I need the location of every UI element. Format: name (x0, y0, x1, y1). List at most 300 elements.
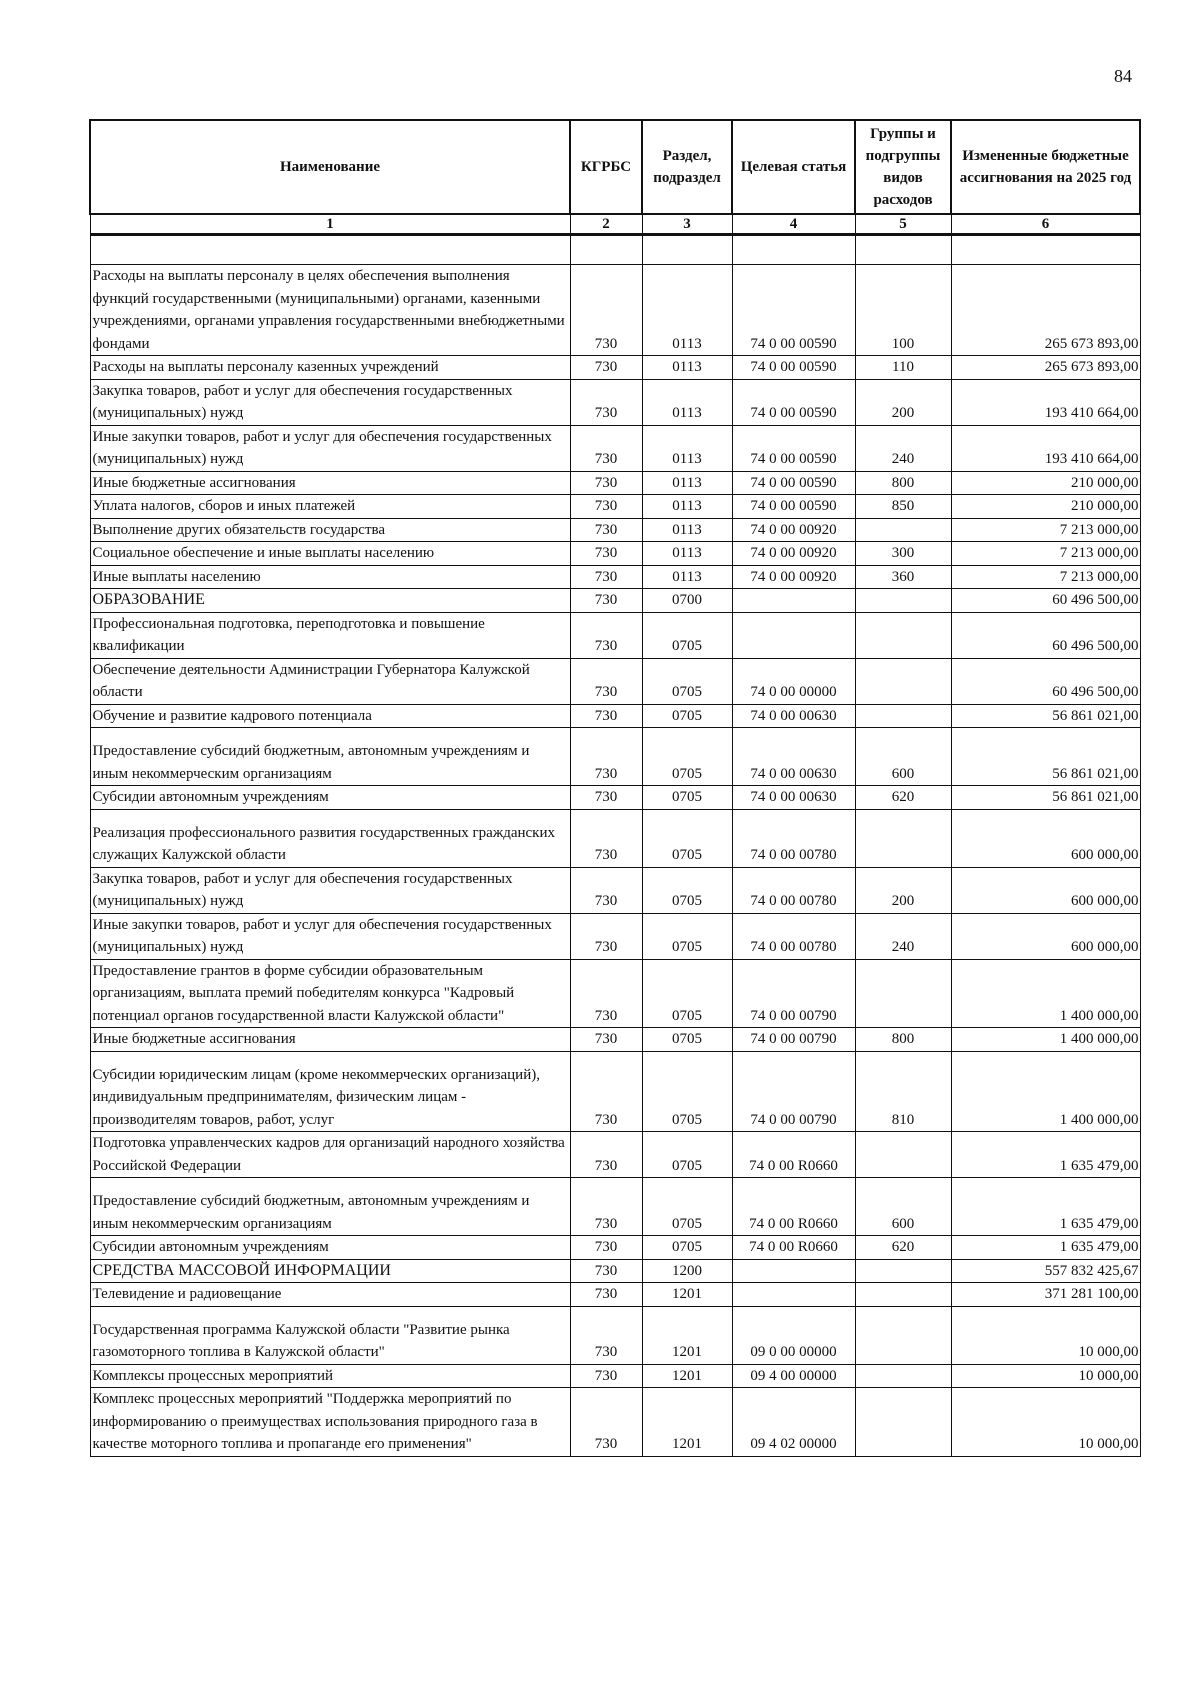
cell-kgrbs (570, 495, 642, 519)
cell-amount-text: 193 410 664,00 (1044, 451, 1139, 467)
cell-group (855, 1132, 951, 1178)
cell-name (90, 235, 570, 265)
cell-kgrbs-text: 730 (594, 1215, 618, 1232)
cell-amount (951, 1364, 1140, 1388)
cell-name-text: Субсидии автономным учреждениям (92, 789, 329, 805)
cell-target (732, 959, 855, 1028)
cell-name-text: Субсидии автономным учреждениям (92, 1239, 329, 1255)
cell-amount (951, 913, 1140, 959)
table-row (90, 809, 1140, 867)
cell-amount-text: 371 281 100,00 (1044, 1286, 1139, 1302)
cell-group (855, 471, 951, 495)
cell-name (90, 265, 570, 356)
cell-group (855, 658, 951, 704)
cell-name (90, 704, 570, 728)
cell-group (855, 612, 951, 658)
cell-name (90, 565, 570, 589)
cell-name (90, 542, 570, 566)
cell-target (732, 589, 855, 613)
cell-kgrbs-text: 730 (594, 451, 618, 467)
cell-name-text: Обеспечение деятельности Администрации Губернатора Калужской области (92, 661, 530, 700)
cell-section-text: 0705 (672, 939, 702, 955)
cell-name (90, 589, 570, 613)
cell-name-text: Предоставление субсидий бюджетным, автономным учреждениям и иным некоммерческим организациям (92, 1193, 530, 1232)
cell-name-text: Предоставление грантов в форме субсидии образовательным организациям, выплата премий победителям конкурса "Кадровый потенциал органов государственной власти Калужской области" (92, 962, 515, 1024)
cell-amount-text: 10 000,00 (1078, 1367, 1139, 1384)
column-number-row (90, 214, 1140, 235)
cell-target-text: 09 4 00 00000 (750, 1367, 837, 1384)
table-row (90, 867, 1140, 913)
cell-group (855, 235, 951, 265)
cell-kgrbs (570, 356, 642, 380)
cell-kgrbs-text: 730 (594, 1262, 618, 1279)
cell-name (90, 1178, 570, 1236)
table-row (90, 235, 1140, 265)
cell-section (642, 495, 732, 519)
table-row (90, 379, 1140, 425)
cell-section (642, 1283, 732, 1307)
table-row (90, 786, 1140, 810)
cell-target (732, 471, 855, 495)
cell-name (90, 471, 570, 495)
cell-kgrbs (570, 658, 642, 704)
cell-group-text: 600 (891, 765, 915, 782)
cell-kgrbs (570, 471, 642, 495)
header-amount: Измененные бюджетные ассигнования на 2025 год (951, 120, 1140, 214)
cell-target-text: 74 0 00 00630 (750, 707, 837, 724)
cell-target-text: 74 0 00 00590 (750, 451, 837, 467)
cell-target (732, 379, 855, 425)
cell-amount-text: 600 000,00 (1071, 939, 1139, 955)
cell-kgrbs (570, 1364, 642, 1388)
cell-amount-text: 600 000,00 (1071, 893, 1139, 909)
cell-section (642, 1259, 732, 1283)
cell-name-text: Расходы на выплаты персоналу в целях обеспечения выполнения функций государственными (муниципальными) органами, казенными учреждениями, органами управления государственными внебюджетными фондами (92, 268, 565, 352)
cell-target (732, 809, 855, 867)
cell-name-text: Иные бюджетные ассигнования (92, 474, 296, 491)
cell-target (732, 235, 855, 265)
cell-section-text: 0113 (672, 521, 702, 538)
cell-target (732, 265, 855, 356)
cell-target (732, 1051, 855, 1132)
cell-name (90, 809, 570, 867)
cell-target-text: 74 0 00 00920 (750, 545, 837, 561)
cell-group-text: 360 (891, 568, 915, 585)
table-row (90, 1178, 1140, 1236)
cell-kgrbs-text: 730 (594, 1111, 618, 1128)
cell-name (90, 867, 570, 913)
cell-kgrbs-text: 730 (594, 521, 618, 538)
cell-section-text: 1201 (672, 1436, 702, 1452)
cell-amount (951, 356, 1140, 380)
cell-target-text: 74 0 00 00780 (750, 847, 837, 863)
cell-group-text: 620 (891, 1239, 915, 1255)
cell-kgrbs-text: 730 (594, 592, 618, 608)
cell-kgrbs-text: 730 (594, 1239, 618, 1255)
column-number: 6 (951, 214, 1140, 235)
cell-amount (951, 809, 1140, 867)
cell-name-text: Государственная программа Калужской области "Развитие рынка газомоторного топлива в Калужской области" (92, 1321, 510, 1360)
cell-amount (951, 612, 1140, 658)
cell-kgrbs (570, 786, 642, 810)
table-row (90, 1283, 1140, 1307)
column-number: 1 (90, 214, 570, 235)
cell-target-text: 74 0 00 00590 (750, 498, 837, 514)
cell-target (732, 728, 855, 786)
cell-group (855, 959, 951, 1028)
cell-target-text: 74 0 00 R0660 (749, 1157, 838, 1174)
cell-amount (951, 1028, 1140, 1052)
cell-kgrbs (570, 235, 642, 265)
cell-section-text: 0705 (672, 684, 702, 700)
table-row (90, 471, 1140, 495)
cell-amount-text: 1 635 479,00 (1059, 1239, 1139, 1255)
cell-name-text: Иные выплаты населению (92, 568, 261, 585)
cell-section (642, 1132, 732, 1178)
column-number: 3 (642, 214, 732, 235)
cell-target-text: 74 0 00 00920 (750, 521, 837, 538)
cell-kgrbs (570, 425, 642, 471)
cell-amount (951, 1236, 1140, 1260)
cell-target (732, 913, 855, 959)
cell-amount-text: 56 861 021,00 (1052, 707, 1139, 724)
cell-target-text: 09 4 02 00000 (750, 1436, 837, 1452)
cell-section (642, 542, 732, 566)
cell-amount (951, 565, 1140, 589)
cell-section (642, 1388, 732, 1457)
cell-section (642, 589, 732, 613)
cell-group-text: 810 (891, 1111, 915, 1128)
cell-section-text: 0705 (672, 765, 702, 782)
cell-target (732, 518, 855, 542)
cell-kgrbs-text: 730 (594, 707, 618, 724)
cell-target-text: 74 0 00 00780 (750, 893, 837, 909)
cell-amount (951, 1051, 1140, 1132)
cell-name (90, 1259, 570, 1283)
cell-group-text: 300 (891, 545, 915, 561)
cell-kgrbs (570, 913, 642, 959)
cell-amount (951, 379, 1140, 425)
cell-section-text: 0705 (672, 1215, 702, 1232)
cell-amount (951, 867, 1140, 913)
table-header-row (90, 120, 1140, 214)
cell-target-text: 74 0 00 00920 (750, 568, 837, 585)
cell-name (90, 495, 570, 519)
cell-section (642, 809, 732, 867)
cell-section (642, 612, 732, 658)
cell-group (855, 1388, 951, 1457)
cell-name (90, 425, 570, 471)
column-number: 2 (570, 214, 642, 235)
cell-name (90, 1283, 570, 1307)
table-row (90, 1259, 1140, 1283)
cell-group (855, 1259, 951, 1283)
cell-amount-text: 56 861 021,00 (1052, 789, 1139, 805)
cell-kgrbs (570, 1236, 642, 1260)
cell-target (732, 1259, 855, 1283)
cell-target (732, 704, 855, 728)
cell-amount (951, 542, 1140, 566)
cell-group (855, 704, 951, 728)
table-row (90, 495, 1140, 519)
cell-amount-text: 7 213 000,00 (1059, 545, 1139, 561)
cell-group (855, 1283, 951, 1307)
header-target: Целевая статья (732, 120, 855, 214)
cell-section (642, 913, 732, 959)
cell-section (642, 867, 732, 913)
cell-amount-text: 56 861 021,00 (1052, 765, 1139, 782)
cell-section-text: 0113 (672, 451, 702, 467)
cell-target (732, 1132, 855, 1178)
cell-kgrbs-text: 730 (594, 1344, 618, 1360)
cell-section (642, 658, 732, 704)
cell-target (732, 867, 855, 913)
cell-target-text: 74 0 00 00000 (750, 684, 837, 700)
cell-group (855, 495, 951, 519)
cell-kgrbs (570, 867, 642, 913)
cell-target-text: 74 0 00 00630 (750, 765, 837, 782)
cell-amount (951, 1283, 1140, 1307)
cell-target (732, 658, 855, 704)
cell-name-text: Расходы на выплаты персоналу казенных учреждений (92, 359, 439, 375)
cell-name-text: Обучение и развитие кадрового потенциала (92, 707, 372, 724)
cell-group (855, 425, 951, 471)
cell-amount (951, 786, 1140, 810)
cell-kgrbs-text: 730 (594, 568, 618, 585)
cell-group (855, 518, 951, 542)
table-row (90, 542, 1140, 566)
cell-amount (951, 589, 1140, 613)
cell-target-text: 74 0 00 00590 (750, 474, 837, 491)
cell-section (642, 565, 732, 589)
cell-name-text: Иные бюджетные ассигнования (92, 1031, 296, 1047)
cell-amount-text: 1 635 479,00 (1059, 1215, 1139, 1232)
cell-target (732, 356, 855, 380)
cell-section-text: 0113 (672, 498, 702, 514)
table-row (90, 1364, 1140, 1388)
cell-kgrbs-text: 730 (594, 939, 618, 955)
cell-group (855, 1028, 951, 1052)
cell-target (732, 1236, 855, 1260)
cell-section-text: 0705 (672, 1007, 702, 1024)
header-groups: Группы и подгруппы видов расходов (855, 120, 951, 214)
cell-kgrbs-text: 730 (594, 847, 618, 863)
cell-section (642, 1028, 732, 1052)
cell-section (642, 1306, 732, 1364)
cell-target-text: 74 0 00 00590 (750, 405, 837, 421)
table-row (90, 704, 1140, 728)
cell-amount-text: 265 673 893,00 (1044, 359, 1139, 375)
cell-kgrbs (570, 1259, 642, 1283)
cell-name-text: СРЕДСТВА МАССОВОЙ ИНФОРМАЦИИ (92, 1261, 391, 1279)
cell-name-text: Выполнение других обязательств государства (92, 521, 386, 538)
cell-section (642, 518, 732, 542)
cell-target (732, 1028, 855, 1052)
cell-target (732, 565, 855, 589)
cell-amount-text: 557 832 425,67 (1044, 1262, 1139, 1279)
cell-amount-text: 60 496 500,00 (1052, 592, 1139, 608)
cell-target (732, 542, 855, 566)
cell-kgrbs (570, 1306, 642, 1364)
cell-name (90, 518, 570, 542)
cell-kgrbs-text: 730 (594, 1367, 618, 1384)
cell-group (855, 867, 951, 913)
cell-amount-text: 1 400 000,00 (1059, 1007, 1139, 1024)
cell-name-text: Предоставление субсидий бюджетным, автономным учреждениям и иным некоммерческим организациям (92, 743, 530, 782)
cell-amount (951, 235, 1140, 265)
table-row (90, 356, 1140, 380)
cell-kgrbs (570, 809, 642, 867)
cell-section-text: 0113 (672, 545, 702, 561)
cell-kgrbs (570, 265, 642, 356)
cell-kgrbs-text: 730 (594, 498, 618, 514)
cell-kgrbs-text: 730 (594, 789, 618, 805)
cell-amount (951, 471, 1140, 495)
cell-amount (951, 265, 1140, 356)
cell-kgrbs (570, 1388, 642, 1457)
cell-target (732, 1364, 855, 1388)
cell-group (855, 589, 951, 613)
cell-group (855, 265, 951, 356)
cell-section (642, 786, 732, 810)
cell-amount-text: 210 000,00 (1071, 474, 1139, 491)
cell-target-text: 74 0 00 00790 (750, 1031, 837, 1047)
cell-section (642, 356, 732, 380)
cell-amount (951, 1132, 1140, 1178)
cell-kgrbs-text: 730 (594, 1031, 618, 1047)
cell-group (855, 379, 951, 425)
cell-amount-text: 60 496 500,00 (1052, 684, 1139, 700)
cell-kgrbs-text: 730 (594, 765, 618, 782)
cell-section (642, 425, 732, 471)
header-section: Раздел, подраздел (642, 120, 732, 214)
cell-section (642, 379, 732, 425)
cell-name-text: Закупка товаров, работ и услуг для обеспечения государственных (муниципальных) нужд (92, 382, 513, 421)
cell-group (855, 565, 951, 589)
table-row (90, 1028, 1140, 1052)
cell-amount (951, 728, 1140, 786)
table-row (90, 425, 1140, 471)
cell-section (642, 1364, 732, 1388)
cell-target-text: 74 0 00 00780 (750, 939, 837, 955)
cell-group-text: 800 (891, 474, 915, 491)
column-number: 5 (855, 214, 951, 235)
cell-name (90, 1051, 570, 1132)
cell-section-text: 0705 (672, 1157, 702, 1174)
table-row (90, 612, 1140, 658)
table-row (90, 959, 1140, 1028)
cell-name-text: Профессиональная подготовка, переподготовка и повышение квалификации (92, 615, 485, 654)
cell-name-text: Иные закупки товаров, работ и услуг для обеспечения государственных (муниципальных) нужд (92, 428, 552, 467)
cell-section (642, 728, 732, 786)
cell-kgrbs (570, 565, 642, 589)
cell-group (855, 1236, 951, 1260)
cell-section-text: 1201 (672, 1367, 702, 1384)
cell-kgrbs (570, 1283, 642, 1307)
cell-target-text: 74 0 00 00630 (750, 789, 837, 805)
cell-kgrbs (570, 704, 642, 728)
cell-amount-text: 7 213 000,00 (1059, 568, 1139, 585)
cell-name (90, 1306, 570, 1364)
cell-kgrbs-text: 730 (594, 1286, 618, 1302)
cell-name (90, 612, 570, 658)
cell-name-text: ОБРАЗОВАНИЕ (92, 591, 205, 608)
cell-kgrbs-text: 730 (594, 545, 618, 561)
cell-name (90, 1028, 570, 1052)
cell-amount-text: 1 400 000,00 (1059, 1031, 1139, 1047)
cell-kgrbs (570, 379, 642, 425)
cell-name (90, 356, 570, 380)
cell-name-text: Подготовка управленческих кадров для организаций народного хозяйства Российской Федерации (92, 1135, 565, 1174)
cell-name-text: Уплата налогов, сборов и иных платежей (92, 498, 356, 514)
cell-amount-text: 10 000,00 (1078, 1344, 1139, 1360)
cell-group (855, 786, 951, 810)
column-number: 4 (732, 214, 855, 235)
cell-name (90, 1132, 570, 1178)
cell-section-text: 1201 (672, 1344, 702, 1360)
cell-name (90, 658, 570, 704)
cell-section-text: 0705 (672, 1111, 702, 1128)
cell-section-text: 0113 (672, 335, 702, 352)
cell-name (90, 1388, 570, 1457)
cell-section-text: 0705 (672, 638, 702, 654)
cell-name (90, 959, 570, 1028)
cell-name (90, 1364, 570, 1388)
cell-name-text: Закупка товаров, работ и услуг для обеспечения государственных (муниципальных) нужд (92, 870, 513, 909)
header-kgrbs: КГРБС (570, 120, 642, 214)
cell-target-text: 74 0 00 00790 (750, 1007, 837, 1024)
cell-group-text: 240 (891, 939, 915, 955)
cell-group-text: 200 (891, 405, 915, 421)
cell-target (732, 1178, 855, 1236)
cell-group (855, 542, 951, 566)
cell-name (90, 379, 570, 425)
cell-kgrbs-text: 730 (594, 335, 618, 352)
cell-section-text: 0705 (672, 789, 702, 805)
table-row (90, 1306, 1140, 1364)
cell-name (90, 728, 570, 786)
cell-section-text: 0705 (672, 847, 702, 863)
cell-target-text: 74 0 00 00590 (750, 335, 837, 352)
cell-section-text: 0705 (672, 893, 702, 909)
cell-kgrbs (570, 589, 642, 613)
cell-amount (951, 1306, 1140, 1364)
cell-target-text: 09 0 00 00000 (750, 1344, 837, 1360)
cell-name-text: Социальное обеспечение и иные выплаты населению (92, 545, 435, 561)
cell-group (855, 728, 951, 786)
cell-amount-text: 1 400 000,00 (1059, 1111, 1139, 1128)
header-name: Наименование (90, 120, 570, 214)
cell-kgrbs-text: 730 (594, 1436, 618, 1452)
page-number: 84 (1114, 66, 1132, 86)
cell-name-text: Телевидение и радиовещание (92, 1286, 282, 1302)
cell-group (855, 1364, 951, 1388)
cell-group (855, 1051, 951, 1132)
table-row (90, 1132, 1140, 1178)
cell-target (732, 495, 855, 519)
cell-group (855, 1306, 951, 1364)
cell-target (732, 1306, 855, 1364)
cell-target-text: 74 0 00 00790 (750, 1111, 837, 1128)
cell-name-text: Иные закупки товаров, работ и услуг для обеспечения государственных (муниципальных) нужд (92, 916, 552, 955)
cell-group-text: 850 (891, 498, 915, 514)
cell-target (732, 1283, 855, 1307)
cell-amount (951, 1259, 1140, 1283)
cell-group-text: 100 (891, 335, 915, 352)
cell-kgrbs (570, 1132, 642, 1178)
cell-name (90, 1236, 570, 1260)
cell-kgrbs-text: 730 (594, 1157, 618, 1174)
